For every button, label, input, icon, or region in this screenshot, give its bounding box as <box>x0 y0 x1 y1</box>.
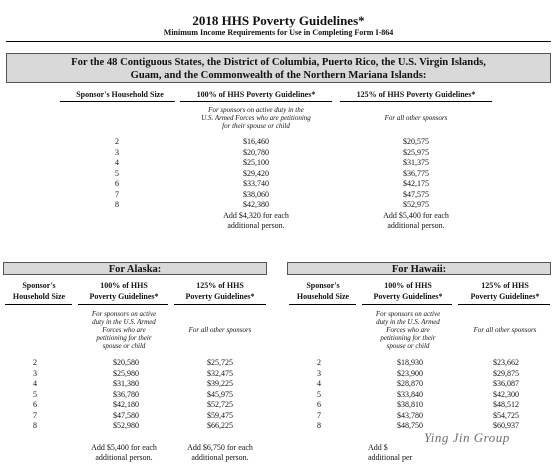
income-125-cell: $60,937 <box>493 421 519 430</box>
col-125-percent: 125% of HHS Poverty Guidelines* <box>356 90 476 99</box>
hawaii-col-125-percent: 125% of HHS Poverty Guidelines* <box>470 281 540 301</box>
household-size-cell: 5 <box>317 389 321 399</box>
household-size-cell: 8 <box>115 200 119 209</box>
income-100-cell: $38,810 <box>397 400 423 409</box>
hawaii-col-household-size: Sponsor's Household Size <box>296 281 350 301</box>
household-size-cell: 7 <box>317 410 321 420</box>
note-other-sponsors: For all other sponsors <box>384 114 448 122</box>
household-size-cell: 6 <box>33 400 37 409</box>
income-125-cell: $36,775 <box>403 168 429 178</box>
income-125-cell: $25,975 <box>403 147 429 157</box>
income-100-cell: $38,060 <box>243 189 269 199</box>
income-125-cell: $59,475 <box>207 410 233 420</box>
income-100-cell: $33,740 <box>243 179 269 188</box>
header-rule <box>5 304 72 305</box>
household-size-cell: 8 <box>317 421 321 430</box>
alaska-add-per-person-125: Add $6,750 for each additional person. <box>187 443 253 462</box>
income-125-cell: $54,725 <box>493 410 519 420</box>
header-rule <box>60 101 175 102</box>
hawaii-values-100-column <box>370 358 450 432</box>
income-100-cell: $18,930 <box>397 358 423 367</box>
hawaii-note-other-sponsors: For all other sponsors <box>473 326 537 334</box>
household-size-cell: 5 <box>115 168 119 178</box>
header-rule <box>78 304 168 305</box>
hawaii-note-active-duty: For sponsors on active duty in the U.S. Armed Forces who are petitioning for their spouse or child <box>375 310 441 350</box>
income-100-cell: $20,780 <box>243 147 269 157</box>
hawaii-household-size-column <box>304 358 334 432</box>
household-size-cell: 4 <box>115 158 119 167</box>
household-size-cell: 6 <box>115 179 119 188</box>
title-rule <box>6 41 551 42</box>
household-size-cell: 7 <box>115 189 119 199</box>
hawaii-values-125-column <box>466 358 546 432</box>
income-100-cell: $42,180 <box>113 400 139 409</box>
page-title: 2018 HHS Poverty Guidelines* <box>192 13 365 28</box>
income-125-cell: $32,475 <box>207 368 233 378</box>
alaska-values-100-column <box>86 358 166 432</box>
income-100-cell: $29,420 <box>243 168 269 178</box>
household-size-cell: 3 <box>115 147 119 157</box>
income-100-cell: $36,780 <box>113 389 139 399</box>
income-100-cell: $42,380 <box>243 200 269 209</box>
alaska-heading: For Alaska: <box>3 262 267 275</box>
add-per-person-100: Add $4,320 for each additional person. <box>223 211 289 230</box>
alaska-household-size-column <box>20 358 50 432</box>
hawaii-add-per-person-100: Add $ additional per <box>368 443 413 462</box>
household-size-cell: 2 <box>317 358 321 367</box>
income-125-cell: $36,087 <box>493 379 519 388</box>
income-125-cell: $23,662 <box>493 358 519 367</box>
col-household-size: Sponsor's Household Size <box>76 90 164 99</box>
header-rule <box>458 304 550 305</box>
page-subtitle: Minimum Income Requirements for Use in Completing Form I-864 <box>163 28 394 37</box>
income-100-cell: $43,780 <box>397 410 423 420</box>
hawaii-col-100-percent: 100% of HHS Poverty Guidelines* <box>373 281 443 301</box>
income-125-cell: $39,225 <box>207 379 233 388</box>
col-100-percent: 100% of HHS Poverty Guidelines* <box>196 90 316 99</box>
income-100-cell: $28,870 <box>397 379 423 388</box>
income-125-cell: $31,375 <box>403 158 429 167</box>
household-size-cell: 2 <box>115 137 119 146</box>
header-rule <box>289 304 356 305</box>
note-active-duty: For sponsors on active duty in the U.S. Armed Forces who are petitioning for their spouse or child <box>201 106 311 130</box>
alaska-add-per-person-100: Add $5,400 for each additional person. <box>91 443 157 462</box>
household-size-cell: 4 <box>33 379 37 388</box>
income-100-cell: $52,980 <box>113 421 139 430</box>
income-125-cell: $52,725 <box>207 400 233 409</box>
alaska-note-other-sponsors: For all other sponsors <box>188 326 252 334</box>
alaska-values-125-column <box>180 358 260 432</box>
income-100-cell: $25,100 <box>243 158 269 167</box>
banner-line: For the 48 Contiguous States, the District of Columbia, Puerto Rico, the U.S. Virgin Islands, <box>71 57 486 68</box>
alaska-col-100-percent: 100% of HHS Poverty Guidelines* <box>89 281 159 301</box>
income-125-cell: $42,175 <box>403 179 429 188</box>
income-125-cell: $45,975 <box>207 389 233 399</box>
income-125-cell: $47,575 <box>403 189 429 199</box>
add-per-person-125: Add $5,400 for each additional person. <box>383 211 449 230</box>
household-size-cell: 2 <box>33 358 37 367</box>
income-125-cell: $66,225 <box>207 421 233 430</box>
income-125-cell: $20,575 <box>403 137 429 146</box>
contiguous-banner <box>6 53 551 83</box>
household-size-cell: 6 <box>317 400 321 409</box>
income-100-cell: $25,980 <box>113 368 139 378</box>
income-100-cell: $16,460 <box>243 137 269 146</box>
alaska-col-125-percent: 125% of HHS Poverty Guidelines* <box>185 281 255 301</box>
income-100-cell: $48,750 <box>397 421 423 430</box>
hawaii-heading: For Hawaii: <box>287 262 551 275</box>
income-100-cell: $23,900 <box>397 368 423 378</box>
banner-line: Guam, and the Commonwealth of the Northern Mariana Islands: <box>130 70 427 81</box>
alaska-col-household-size: Sponsor's Household Size <box>12 281 66 301</box>
household-size-cell: 3 <box>317 368 321 378</box>
income-125-cell: $25,725 <box>207 358 233 367</box>
header-rule <box>362 304 452 305</box>
household-size-cell: 3 <box>33 368 37 378</box>
household-size-cell: 8 <box>33 421 37 430</box>
watermark-text: Ying Jin Group <box>424 430 510 445</box>
income-125-cell: $42,300 <box>493 389 519 399</box>
header-rule <box>180 101 332 102</box>
income-100-cell: $47,580 <box>113 410 139 420</box>
header-rule <box>340 101 492 102</box>
income-125-cell: $29,875 <box>493 368 519 378</box>
household-size-cell: 4 <box>317 379 321 388</box>
income-100-cell: $31,380 <box>113 379 139 388</box>
alaska-note-active-duty: For sponsors on active duty in the U.S. Armed Forces who are petitioning for their spouse or child <box>91 310 157 350</box>
income-100-cell: $20,580 <box>113 358 139 367</box>
income-100-cell: $33,840 <box>397 389 423 399</box>
header-rule <box>174 304 266 305</box>
values-100-column <box>216 137 296 211</box>
household-size-column <box>97 137 137 211</box>
household-size-cell: 7 <box>33 410 37 420</box>
income-125-cell: $48,512 <box>493 400 519 409</box>
income-125-cell: $52,975 <box>403 200 429 209</box>
household-size-cell: 5 <box>33 389 37 399</box>
values-125-column <box>376 137 456 211</box>
